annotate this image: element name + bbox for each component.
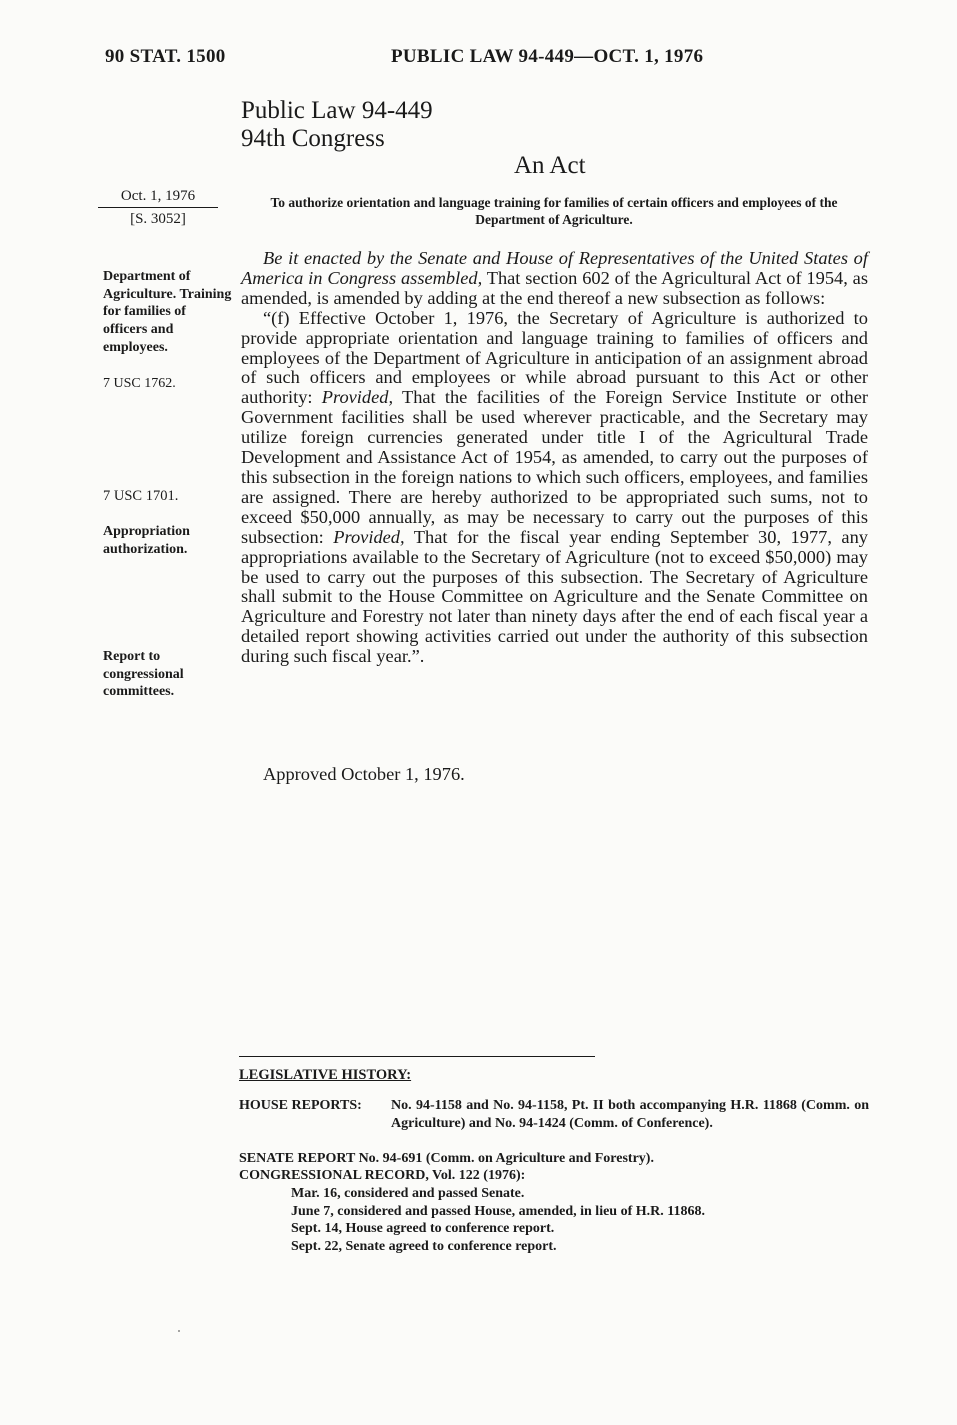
- house-reports-text: No. 94-1158 and No. 94-1158, Pt. II both accompanying H.R. 11868 (Comm. on Agriculture) and No. 94-1424 (Comm. of Conference).: [391, 1098, 869, 1131]
- margin-bill-number: [S. 3052]: [130, 211, 186, 227]
- stat-page-number: 90 STAT. 1500: [105, 46, 226, 67]
- subsection-f: [241, 309, 868, 667]
- approval-date: Approved October 1, 1976.: [263, 764, 465, 784]
- act-purpose: To authorize orientation and language training for families of certain officers and employees of the Department of Agriculture.: [270, 195, 838, 227]
- margin-note-usc-1762: 7 USC 1762.: [103, 376, 176, 391]
- act-body: [241, 249, 868, 667]
- margin-date-rule: [98, 207, 218, 208]
- record-entry: Sept. 22, Senate agreed to conference report.: [291, 1238, 557, 1254]
- record-entry: Mar. 16, considered and passed Senate.: [291, 1186, 525, 1201]
- legislative-history-title: LEGISLATIVE HISTORY:: [239, 1067, 412, 1083]
- margin-note-report: Report to congressional committees.: [103, 649, 184, 700]
- scan-speck: [178, 1330, 180, 1332]
- house-reports: [239, 1097, 869, 1132]
- margin-date-block: [98, 187, 218, 229]
- enacting-formula: Be it enacted by the Senate and House of Representatives of the United States of America in Congress assembled,: [241, 248, 868, 288]
- enacting-text: That section 602 of the Agricultural Act of 1954, as amended, is amended by adding at the end thereof a new subsection as follows:: [241, 267, 868, 308]
- congress-number: 94th Congress: [241, 125, 385, 152]
- senate-report: SENATE REPORT No. 94-691 (Comm. on Agriculture and Forestry).: [239, 1151, 654, 1166]
- act-heading: An Act: [514, 152, 586, 179]
- record-entry: June 7, considered and passed House, amended, in lieu of H.R. 11868.: [291, 1203, 705, 1219]
- proviso-2: Provided,: [333, 526, 405, 547]
- house-reports-label: HOUSE REPORTS:: [239, 1098, 362, 1113]
- law-title-block: [241, 97, 433, 153]
- subsection-text-3: That for the fiscal year ending September 30, 1977, any appropriations available to the Secretary of Agriculture (not to exceed $50,000) may be used to carry out the purposes of this subsection. The Secretary of Agriculture shall submit to the House Committee on Agriculture and the Senate Committee on Agriculture and Forestry not later than ninety days after the end of each fiscal year a detailed report showing activities carried out under the authority of this subsection during such fiscal year.”.: [241, 526, 868, 667]
- margin-note-agriculture: Department of Agriculture. Training for families of officers and employees.: [103, 269, 232, 355]
- running-head: PUBLIC LAW 94-449—OCT. 1, 1976: [391, 46, 704, 67]
- legislative-history-rule: [239, 1056, 595, 1057]
- subsection-text-2: That the facilities of the Foreign Service Institute or other Government facilities shall be used wherever practicable, and the Secretary may utilize foreign currencies generated under title I of the Agricultural Trade Development and Assistance Act of 1954, as amended, to carry out the purposes of this subsection in the foreign nations to which such officers, employees, and families are assigned. There are hereby authorized to be appropriated such sums, not to exceed $50,000 annually, as may be necessary to carry out the purposes of this subsection:: [241, 387, 868, 547]
- margin-note-usc-1701: 7 USC 1701.: [103, 488, 179, 504]
- margin-date: Oct. 1, 1976: [120, 188, 196, 204]
- margin-note-appropriation: Appropriation authorization.: [103, 524, 190, 557]
- congressional-record: CONGRESSIONAL RECORD, Vol. 122 (1976):: [239, 1168, 526, 1183]
- enacting-clause: [241, 249, 868, 309]
- record-entries: [291, 1185, 871, 1255]
- proviso-1: Provided,: [321, 387, 394, 408]
- subsection-text-1: “(f) Effective October 1, 1976, the Secretary of Agriculture is authorized to provide appropriate orientation and language training to families of officers and employees of the Department of Agriculture in anticipation of an assignment abroad of such officers and employees or while abroad pursuant to this Act or other authority:: [241, 307, 868, 408]
- record-entry: Sept. 14, House agreed to conference report.: [291, 1221, 555, 1236]
- public-law-number: Public Law 94-449: [241, 97, 433, 124]
